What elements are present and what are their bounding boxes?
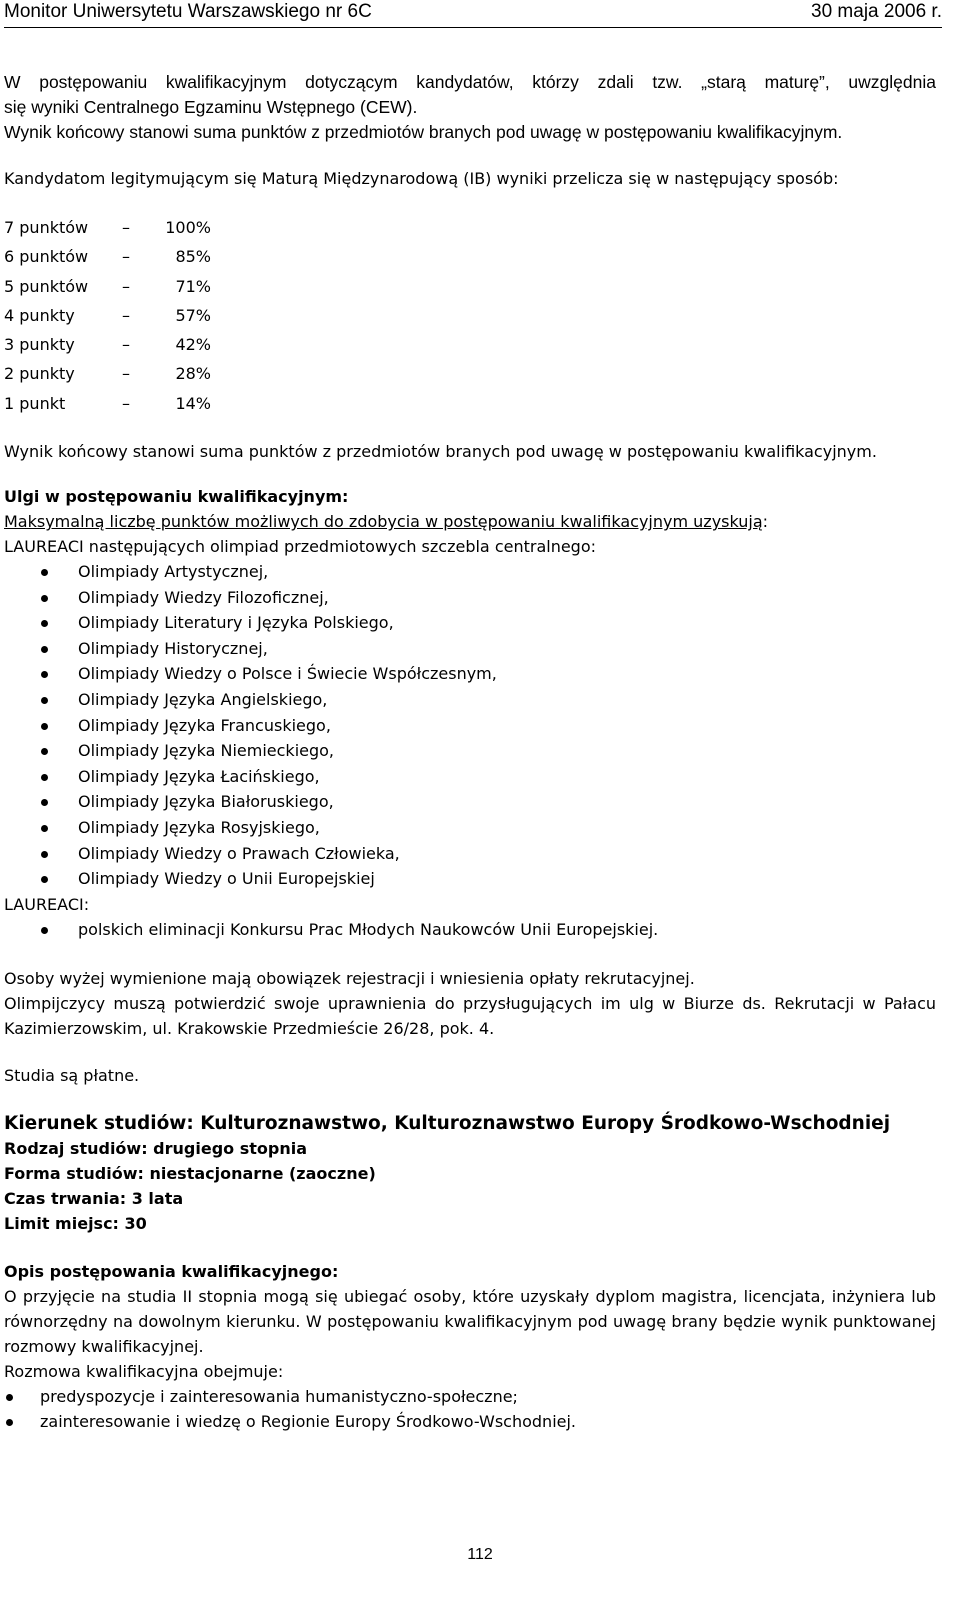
olympiad-item-text: Olimpiady Języka Rosyjskiego, <box>78 818 320 838</box>
ib-scale-percent: 85% <box>175 247 211 267</box>
registration-note: Osoby wyżej wymienione mają obowiązek rejestracji i wniesienia opłaty rekrutacyjnej. <box>4 969 695 989</box>
ib-scale-row <box>4 330 936 359</box>
rozmowa-label: Rozmowa kwalifikacyjna obejmuje: <box>4 1362 284 1382</box>
competition-item-text: polskich eliminacji Konkursu Prac Młodych Naukowców Unii Europejskiej. <box>78 919 659 939</box>
olympiad-item <box>4 610 936 636</box>
olympiad-item-text: Olimpiady Wiedzy o Polsce i Świecie Współczesnym, <box>78 664 497 684</box>
bullet-icon <box>6 1394 13 1401</box>
competition-list <box>4 917 936 943</box>
rozmowa-item <box>4 1384 936 1409</box>
olympiad-item-text: Olimpiady Literatury i Języka Polskiego, <box>78 613 394 633</box>
cew-paragraph-line2: się wyniki Centralnego Egzaminu Wstępnego (CEW). <box>4 97 418 117</box>
bullet-icon <box>41 620 48 627</box>
ib-scale-row <box>4 242 936 271</box>
ib-scale-percent: 57% <box>175 305 211 325</box>
ib-scale-percent: 42% <box>175 335 211 355</box>
olympians-note: Olimpijczycy muszą potwierdzić swoje uprawnienia do przysługujących im ulg w Biurze ds. Rekrutacji w Pałacu Kazimierzowskim, ul. Krakowskie Przedmieście 26/28, pok. 4. <box>4 994 936 1039</box>
olympiad-item <box>4 866 936 892</box>
ib-scale-points: 7 punktów <box>4 218 89 237</box>
ib-scale-dash: – <box>122 247 130 267</box>
ib-scale-row <box>4 359 936 388</box>
ib-intro-paragraph: Kandydatom legitymującym się Maturą Międzynarodową (IB) wyniki przelicza się w następujący sposób: <box>4 169 839 188</box>
bullet-icon <box>41 646 48 653</box>
olympiad-item-text: Olimpiady Artystycznej, <box>78 562 269 582</box>
header-publication-title: Monitor Uniwersytetu Warszawskiego nr 6C <box>4 1 372 22</box>
page-content <box>4 70 936 1434</box>
bullet-icon <box>41 876 48 883</box>
opis-heading: Opis postępowania kwalifikacyjnego: <box>4 1262 339 1282</box>
olympiad-item-text: Olimpiady Języka Niemieckiego, <box>78 741 335 761</box>
rozmowa-item <box>4 1409 936 1434</box>
bullet-icon <box>41 723 48 730</box>
olympiad-item <box>4 841 936 867</box>
ib-scale-points: 1 punkt <box>4 393 66 413</box>
ib-scale-row <box>4 301 936 330</box>
laureaci-olimpiad-label: LAUREACI następujących olimpiad przedmiotowych szczebla centralnego: <box>4 537 597 557</box>
olympiad-item <box>4 713 936 739</box>
bullet-icon <box>6 1419 13 1426</box>
rozmowa-list <box>4 1384 936 1434</box>
kierunek-rodzaj: Rodzaj studiów: drugiego stopnia <box>4 1139 307 1159</box>
olympiad-item <box>4 559 936 585</box>
olympiad-item-text: Olimpiady Języka Łacińskiego, <box>78 766 320 786</box>
olympiad-item <box>4 789 936 815</box>
kierunek-title: Kierunek studiów: Kulturoznawstwo, Kulturoznawstwo Europy Środkowo-Wschodniej <box>4 1113 891 1135</box>
cew-section <box>4 70 936 145</box>
ib-scale-row <box>4 213 936 242</box>
olympiad-item <box>4 815 936 841</box>
bullet-icon <box>41 774 48 781</box>
rozmowa-item-text: predyspozycje i zainteresowania humanistyczno-społeczne; <box>40 1387 518 1407</box>
ib-scale-points: 4 punkty <box>4 305 75 325</box>
ib-scale-dash: – <box>122 393 130 413</box>
ib-conversion-table <box>4 213 936 418</box>
competition-item <box>4 917 936 943</box>
ib-result-paragraph: Wynik końcowy stanowi suma punktów z przedmiotów branych pod uwagę w postępowaniu kwalifikacyjnym. <box>4 442 877 462</box>
ulgi-heading: Ulgi w postępowaniu kwalifikacyjnym: <box>4 487 349 507</box>
page-header <box>4 0 942 28</box>
paid-studies-note: Studia są płatne. <box>4 1066 140 1086</box>
ib-scale-percent: 14% <box>175 393 211 413</box>
opis-paragraph: O przyjęcie na studia II stopnia mogą się ubiegać osoby, które uzyskały dyplom magistra, licencjata, inżyniera lub równorzędny na dowolnym kierunku. W postępowaniu kwalifikacyjnym pod uwagę brany będzie wynik punktowanej rozmowy kwalifikacyjnej. <box>4 1287 936 1357</box>
ib-scale-points: 3 punkty <box>4 335 75 355</box>
laureaci-konkursu-label: LAUREACI: <box>4 894 90 914</box>
ib-scale-dash: – <box>122 218 130 237</box>
olympiad-item-text: Olimpiady Języka Francuskiego, <box>78 715 331 735</box>
ulgi-max-points-text: Maksymalną liczbę punktów możliwych do zdobycia w postępowaniu kwalifikacyjnym uzyskują <box>4 512 763 532</box>
olympiad-item-text: Olimpiady Wiedzy Filozoficznej, <box>78 587 329 607</box>
ib-scale-points: 6 punktów <box>4 247 89 267</box>
olympiad-item-text: Olimpiady Języka Białoruskiego, <box>78 792 334 812</box>
ulgi-section <box>4 484 936 1088</box>
ib-scale-row <box>4 272 936 301</box>
olympiad-item <box>4 764 936 790</box>
ulgi-max-points-colon: : <box>762 512 769 532</box>
kierunek-section <box>4 1111 936 1434</box>
olympiad-item <box>4 687 936 713</box>
ib-scale-points: 2 punkty <box>4 364 75 384</box>
olympiad-item <box>4 585 936 611</box>
olympiad-item <box>4 661 936 687</box>
olympiad-item-text: Olimpiady Wiedzy o Unii Europejskiej <box>78 869 375 889</box>
rozmowa-item-text: zainteresowanie i wiedzę o Regionie Europy Środkowo-Wschodniej. <box>40 1412 577 1432</box>
kierunek-czas: Czas trwania: 3 lata <box>4 1189 184 1209</box>
kierunek-forma: Forma studiów: niestacjonarne (zaoczne) <box>4 1164 376 1184</box>
kierunek-limit: Limit miejsc: 30 <box>4 1214 147 1234</box>
bullet-icon <box>41 799 48 806</box>
ib-scale-percent: 28% <box>175 364 211 384</box>
header-date: 30 maja 2006 r. <box>811 1 942 22</box>
olympiad-item-text: Olimpiady Języka Angielskiego, <box>78 690 328 710</box>
bullet-icon <box>41 851 48 858</box>
ib-section <box>4 166 936 464</box>
ib-scale-dash: – <box>122 364 130 384</box>
olympiad-item-text: Olimpiady Wiedzy o Prawach Człowieka, <box>78 843 400 863</box>
olympiad-item-text: Olimpiady Historycznej, <box>78 638 268 658</box>
olympiad-item <box>4 738 936 764</box>
ib-scale-dash: – <box>122 305 130 325</box>
bullet-icon <box>41 697 48 704</box>
bullet-icon <box>41 671 48 678</box>
ib-scale-percent: 100% <box>165 218 211 237</box>
bullet-icon <box>41 825 48 832</box>
ib-scale-dash: – <box>122 335 130 355</box>
olympiad-list <box>4 559 936 892</box>
ib-scale-percent: 71% <box>175 276 211 296</box>
cew-result-paragraph: Wynik końcowy stanowi suma punktów z przedmiotów branych pod uwagę w postępowaniu kwalifikacyjnym. <box>4 122 843 142</box>
bullet-icon <box>41 595 48 602</box>
bullet-icon <box>41 748 48 755</box>
ulgi-max-points-line <box>4 509 936 534</box>
ib-scale-dash: – <box>122 276 130 296</box>
ib-scale-row <box>4 389 936 418</box>
cew-paragraph-line1: W postępowaniu kwalifikacyjnym dotyczącym kandydatów, którzy zdali tzw. „starą maturę”, uwzględnia <box>4 72 936 92</box>
page-number: 112 <box>467 1546 493 1563</box>
ib-scale-points: 5 punktów <box>4 276 89 296</box>
bullet-icon <box>41 569 48 576</box>
olympiad-item <box>4 636 936 662</box>
bullet-icon <box>41 927 48 934</box>
